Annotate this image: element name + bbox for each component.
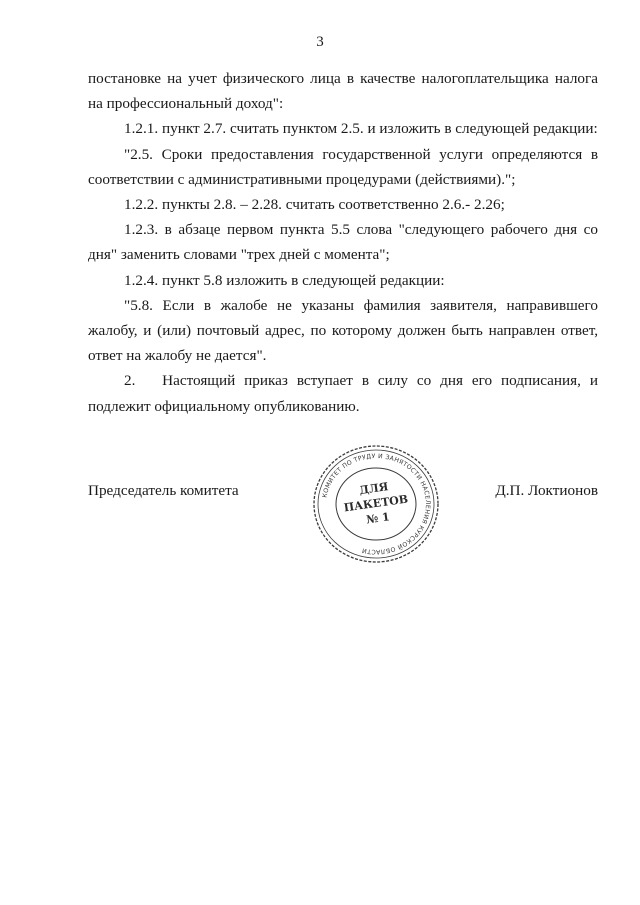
- paragraph-continuation: постановке на учет физического лица в качестве налогоплательщика налога на профессиональный доход":: [88, 70, 598, 113]
- signatory-name: Д.П. Локтионов: [495, 482, 598, 499]
- paragraph-quote-5-8: "5.8. Если в жалобе не указаны фамилия заявителя, направившего жалобу, и (или) почтовый адрес, по которому должен быть направлен ответ, ответ на жалобу не дается".: [88, 296, 598, 365]
- stamp-line-2: ПАКЕТОВ: [342, 492, 409, 515]
- paragraph-1-2-3: 1.2.3. в абзаце первом пункта 5.5 слова "следующего рабочего дня со дня" заменить словами "трех дней с момента";: [88, 221, 598, 264]
- paragraph-1-2-4: 1.2.4. пункт 5.8 изложить в следующей редакции:: [124, 271, 445, 289]
- paragraph-2: 2. Настоящий приказ вступает в силу со дня его подписания, и подлежит официальному опубликованию.: [88, 372, 602, 415]
- paragraph-1-2-1: 1.2.1. пункт 2.7. считать пунктом 2.5. и изложить в следующей редакции:: [124, 120, 598, 138]
- official-stamp: [310, 442, 442, 566]
- stamp-line-3: № 1: [365, 510, 391, 527]
- paragraph-1-2-2: 1.2.2. пункты 2.8. – 2.28. считать соответственно 2.6.- 2.26;: [124, 196, 505, 214]
- page-number: 3: [316, 34, 324, 50]
- stamp-ring-text: КОМИТЕТ ПО ТРУДУ И ЗАНЯТОСТИ НАСЕЛЕНИЯ КУРСКОЙ ОБЛАСТИ: [321, 452, 432, 556]
- paragraph-quote-2-5: "2.5. Сроки предоставления государственной услуги определяются в соответствии с административными процедурами (действиями).";: [88, 145, 598, 188]
- stamp-line-1: ДЛЯ: [358, 480, 390, 498]
- document-body: [88, 66, 602, 419]
- signatory-position: Председатель комитета: [88, 482, 239, 499]
